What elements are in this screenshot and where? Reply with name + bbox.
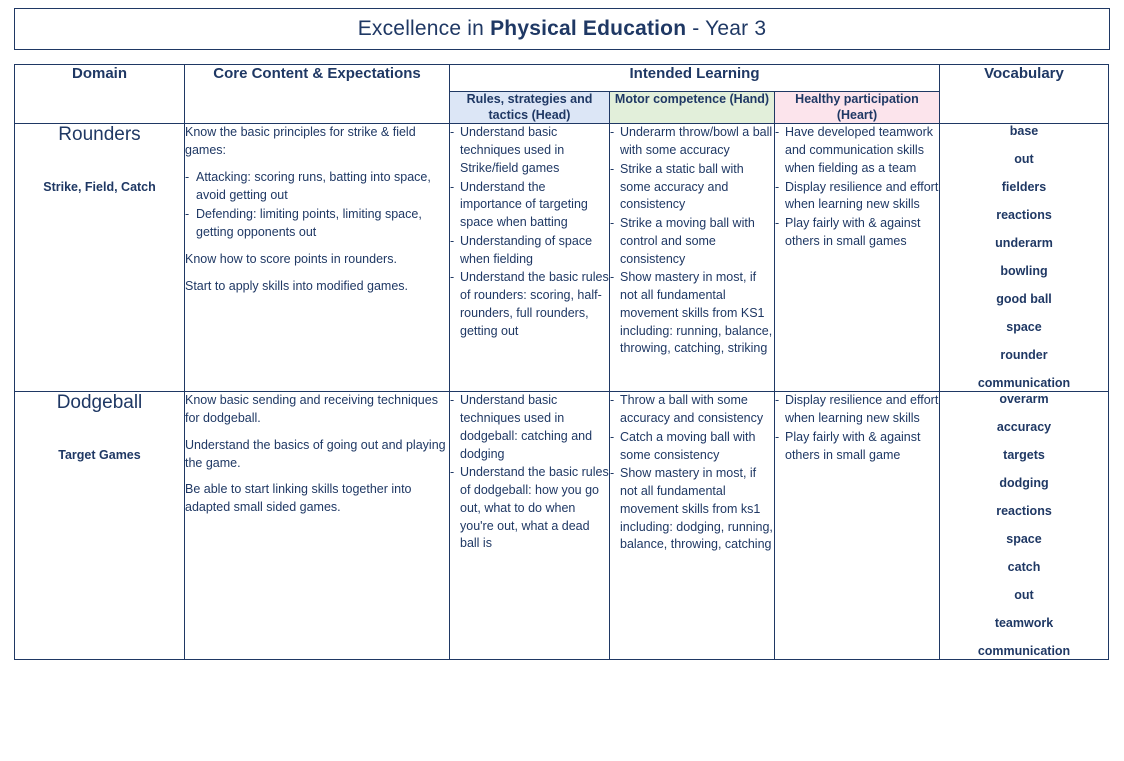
list-item: - Show mastery in most, if not all fundamental movement skills from KS1 including: running, balance, throwing, catching, striking (610, 269, 774, 358)
domain-name: Rounders (58, 124, 141, 146)
list-item: - Catch a moving ball with some consistency (610, 429, 774, 465)
header-heart: Healthy participation (Heart) (775, 92, 940, 124)
core-paragraph: Understand the basics of going out and playing the game. (185, 437, 446, 470)
domain-subtitle: Strike, Field, Catch (43, 180, 156, 195)
core-bullet: - Defending: limiting points, limiting space, getting opponents out (185, 206, 449, 242)
list-item: - Show mastery in most, if not all fundamental movement skills from ks1 including: dodging, running, balance, throwing, catching (610, 465, 774, 554)
list-item: - Have developed teamwork and communication skills when fielding as a team (775, 124, 939, 177)
table-body (15, 124, 1109, 660)
heart-cell-rounders (775, 124, 940, 392)
vocabulary-word: catch (1007, 560, 1041, 575)
vocabulary-word: bowling (1000, 264, 1048, 279)
page-title (358, 17, 767, 41)
page-title-banner (14, 8, 1110, 50)
vocabulary-word: accuracy (996, 420, 1052, 435)
heart-list (775, 392, 939, 464)
header-head: Rules, strategies and tactics (Head) (450, 92, 610, 124)
list-item: - Throw a ball with some accuracy and consistency (610, 392, 774, 428)
domain-cell-dodgeball (15, 392, 185, 660)
head-cell-dodgeball (450, 392, 610, 660)
header-intended-learning: Intended Learning (450, 65, 940, 92)
header-hand: Motor competence (Hand) (610, 92, 775, 124)
vocabulary-word: space (1006, 532, 1042, 547)
list-item: - Understanding of space when fielding (450, 233, 609, 269)
page-title-prefix: Excellence in (357, 17, 491, 40)
core-content-dodgeball (185, 392, 450, 660)
list-item: - Strike a static ball with some accuracy and consistency (610, 161, 774, 214)
list-item: - Understand basic techniques used in Strike/field games (450, 124, 609, 177)
list-item: - Understand the basic rules of dodgeball: how you go out, what to do when you're out, what a dead ball is (450, 464, 609, 553)
core-bullet: - Attacking: scoring runs, batting into space, avoid getting out (185, 169, 449, 205)
head-cell-rounders (450, 124, 610, 392)
vocabulary-word: communication (977, 644, 1071, 659)
domain-name: Dodgeball (56, 392, 143, 414)
vocabulary-word: reactions (996, 504, 1052, 519)
header-core-content: Core Content & Expectations (185, 65, 450, 124)
vocabulary-word: dodging (999, 476, 1049, 491)
vocabulary-word: communication (977, 376, 1071, 391)
vocabulary-word: overarm (999, 392, 1049, 407)
core-intro: Know the basic principles for strike & field games: (185, 125, 416, 157)
header-vocabulary: Vocabulary (940, 65, 1109, 124)
vocabulary-word: targets (1003, 448, 1045, 463)
vocabulary-word: good ball (996, 292, 1052, 307)
header-domain: Domain (15, 65, 185, 124)
vocabulary-word: rounder (1000, 348, 1048, 363)
hand-cell-rounders (610, 124, 775, 392)
head-list (450, 392, 609, 553)
core-bullets (185, 169, 449, 242)
vocabulary-word: underarm (995, 236, 1053, 251)
page-title-subject: Physical Education (490, 17, 687, 40)
core-paragraph: Know basic sending and receiving techniques for dodgeball. (185, 393, 438, 425)
hand-list (610, 124, 774, 358)
heart-cell-dodgeball (775, 392, 940, 660)
list-item: - Play fairly with & against others in small games (775, 215, 939, 251)
list-item: - Understand the importance of targeting space when batting (450, 179, 609, 232)
vocabulary-word: teamwork (994, 616, 1054, 631)
list-item: - Display resilience and effort when learning new skills (775, 392, 939, 428)
domain-cell-rounders (15, 124, 185, 392)
vocabulary-word: out (1014, 588, 1034, 603)
vocabulary-word: fielders (1001, 180, 1047, 195)
list-item: - Display resilience and effort when learning new skills (775, 179, 939, 215)
core-paragraph: Know how to score points in rounders. (185, 251, 397, 266)
vocabulary-word: out (1014, 152, 1034, 167)
curriculum-table (14, 64, 1109, 660)
page-title-suffix: - Year 3 (686, 17, 767, 40)
domain-subtitle: Target Games (58, 448, 141, 463)
list-item: - Play fairly with & against others in small game (775, 429, 939, 465)
vocabulary-cell-rounders (940, 124, 1109, 392)
core-paragraph: Start to apply skills into modified games. (185, 278, 409, 293)
list-item: - Strike a moving ball with control and some consistency (610, 215, 774, 268)
core-paragraph: Be able to start linking skills together into adapted small sided games. (185, 482, 412, 514)
list-item: - Understand basic techniques used in dodgeball: catching and dodging (450, 392, 609, 463)
list-item: - Underarm throw/bowl a ball with some accuracy (610, 124, 774, 160)
heart-list (775, 124, 939, 250)
vocabulary-word: reactions (996, 208, 1052, 223)
hand-list (610, 392, 774, 554)
hand-cell-dodgeball (610, 392, 775, 660)
table-row (15, 392, 1109, 660)
vocabulary-cell-dodgeball (940, 392, 1109, 660)
table-row (15, 124, 1109, 392)
header-row-top (15, 65, 1109, 92)
core-content-rounders (185, 124, 450, 392)
vocabulary-word: space (1006, 320, 1042, 335)
head-list (450, 124, 609, 340)
list-item: - Understand the basic rules of rounders: scoring, half-rounders, full rounders, getting out (450, 269, 609, 340)
vocabulary-word: base (1009, 124, 1039, 139)
table-header (15, 65, 1109, 124)
